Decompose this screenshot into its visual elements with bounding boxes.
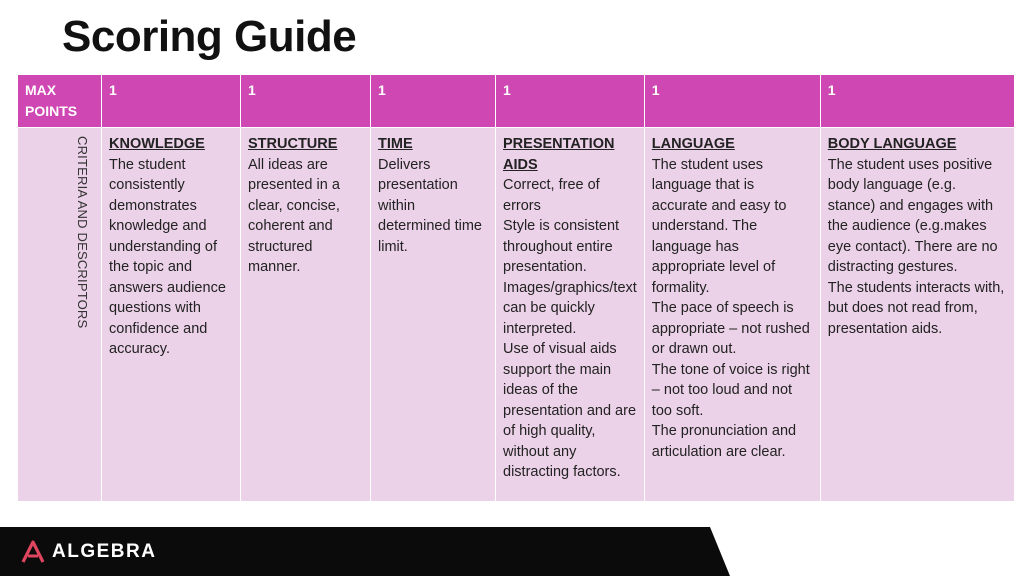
criterion-heading: KNOWLEDGE	[109, 136, 205, 152]
max-points-row	[18, 75, 1015, 128]
points-cell-presentation-aids: 1	[496, 75, 645, 128]
criterion-text: The student consistently demonstrates knowledge and understanding of the topic and answers audience questions with confidence and accuracy.	[109, 156, 226, 357]
criterion-presentation-aids	[496, 128, 645, 502]
algebra-logo-icon	[20, 539, 46, 565]
page-title: Scoring Guide	[62, 12, 357, 61]
criterion-text: Delivers presentation within determined time limit.	[378, 156, 482, 255]
criterion-text: The student uses language that is accurate and easy to understand. The language has appropriate level of formality. The pace of speech is appropriate – not rushed or drawn out. The tone of voice is right – not too loud and not too soft. The pronunciation and articulation are clear.	[651, 156, 810, 460]
criterion-body-language	[820, 128, 1014, 502]
criterion-text: All ideas are presented in a clear, concise, coherent and structured manner.	[248, 156, 340, 275]
points-cell-language: 1	[644, 75, 820, 128]
criterion-text: The student uses positive body language (e.g. stance) and engages with the audience (e.g.makes eye contact). There are no distracting gestures. The students interacts with, but does not read from, presentation aids.	[827, 156, 1005, 337]
criterion-knowledge	[102, 128, 241, 502]
criterion-heading: STRUCTURE	[248, 136, 338, 152]
criterion-text: Correct, free of errors Style is consistent throughout entire presentation. Images/graphics/text can be quickly interpreted. Use of visual aids support the main ideas of the presentation and are of high quality, without any distracting factors.	[503, 177, 637, 480]
criterion-time	[371, 128, 496, 502]
points-cell-body-language: 1	[820, 75, 1014, 128]
criterion-heading: PRESENTATION AIDS	[503, 136, 615, 173]
criterion-heading: BODY LANGUAGE	[827, 136, 957, 152]
logo-text: ALGEBRA	[52, 541, 157, 562]
points-cell-structure: 1	[241, 75, 371, 128]
criterion-heading: LANGUAGE	[651, 136, 735, 152]
algebra-logo	[20, 539, 156, 565]
criterion-language	[644, 128, 820, 502]
criterion-structure	[241, 128, 371, 502]
side-label: CRITERIA AND DESCRIPTORS	[75, 136, 90, 329]
max-points-label: MAX POINTS	[18, 75, 102, 128]
scoring-table	[17, 74, 1015, 502]
points-cell-time: 1	[371, 75, 496, 128]
points-cell-knowledge: 1	[102, 75, 241, 128]
side-label-cell	[18, 128, 102, 502]
criteria-row	[18, 128, 1015, 502]
criterion-heading: TIME	[378, 136, 413, 152]
